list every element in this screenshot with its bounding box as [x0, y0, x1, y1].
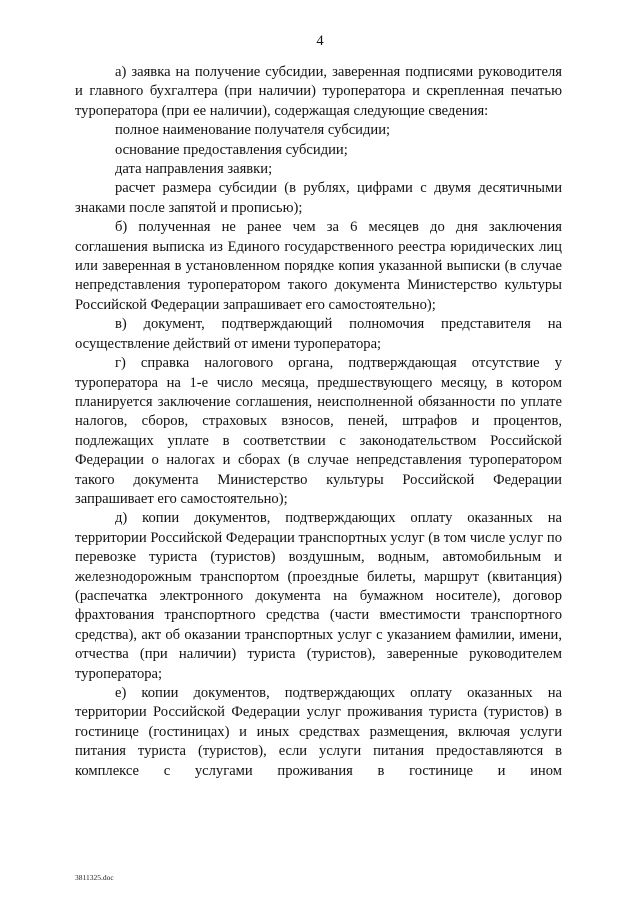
- list-item-date: дата направления заявки;: [115, 161, 273, 178]
- paragraph-a: а) заявка на получение субсидии, заверенная подписями руководителя и главного бухгалтера (при наличии) туроператора и скрепленная печатью туроператора (при ее наличии), содержащая следующие сведения:: [75, 64, 562, 119]
- paragraph-v: в) документ, подтверждающий полномочия представителя на осуществление действий от имени туроператора;: [75, 316, 562, 352]
- paragraph-b: б) полученная не ранее чем за 6 месяцев до дня заключения соглашения выписка из Единого государственного реестра юридических лиц или заверенная в установленном порядке копия указанной выписки (в случае непредставления туроператором такого документа Министерство культуры Российской Федерации запрашивает его самостоятельно);: [75, 219, 562, 313]
- list-item-calculation: расчет размера субсидии (в рублях, цифрами с двумя десятичными знаками после запятой и прописью);: [75, 180, 562, 216]
- document-id-footer: 3811325.doc: [75, 873, 114, 882]
- paragraph-e: е) копии документов, подтверждающих оплату оказанных на территории Российской Федерации услуг проживания туриста (туристов) в гостинице (гостиницах) и иных средствах размещения, включая услуги питания туриста (туристов), если услуги питания предоставляются в комплексе с услугами проживания в гостинице и ином: [75, 685, 562, 779]
- list-item-basis: основание предоставления субсидии;: [115, 141, 348, 158]
- paragraph-g: г) справка налогового органа, подтверждающая отсутствие у туроператора на 1-е число месяца, предшествующего месяцу, в котором планируется заключение соглашения, неисполненной обязанности по уплате налогов, сборов, страховых взносов, пеней, штрафов и процентов, подлежащих уплате в соответствии с законодательством Российской Федерации о налогах и сборах (в случае непредставления туроператором такого документа Министерство культуры Российской Федерации запрашивает его самостоятельно);: [75, 355, 562, 507]
- document-body: [75, 63, 562, 781]
- page-number: 4: [316, 33, 324, 49]
- list-item-recipient-name: полное наименование получателя субсидии;: [115, 122, 391, 139]
- paragraph-d: д) копии документов, подтверждающих оплату оказанных на территории Российской Федерации транспортных услуг (в том числе услуг по перевозке туриста (туристов) воздушным, водным, автомобильным и железнодорожным транспортом (проездные билеты, маршрут (квитанция) (распечатка электронного документа на бумажном носителе), договор фрахтования транспортного средства (части вместимости транспортного средства), акт об оказании транспортных услуг с указанием фамилии, имени, отчества (при наличии) туриста (туристов), заверенные руководителем туроператора;: [75, 510, 562, 682]
